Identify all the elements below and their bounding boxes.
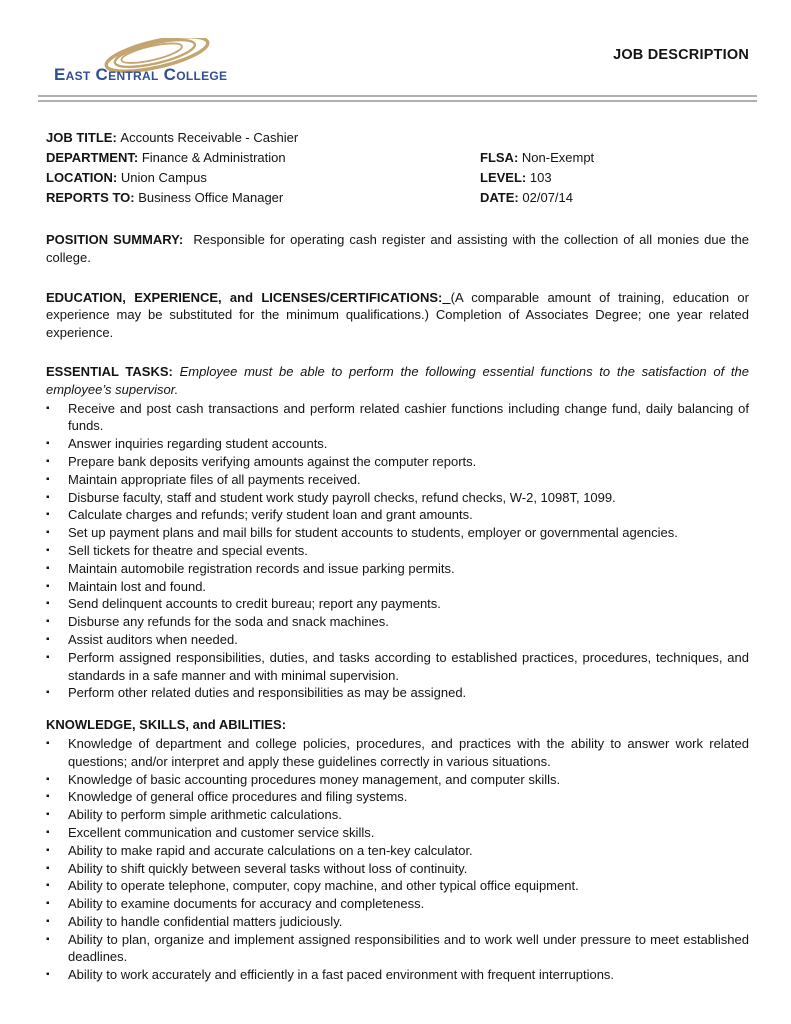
list-item [46, 453, 749, 471]
list-item-text: Knowledge of general office procedures and filing systems. [68, 789, 408, 805]
list-item-text: Send delinquent accounts to credit bureau; report any payments. [68, 596, 441, 612]
position-summary-heading: POSITION SUMMARY: [46, 232, 184, 247]
list-item-text: Sell tickets for theatre and special events. [68, 542, 308, 558]
square-bullet-icon: ▪ [46, 438, 50, 450]
essential-tasks-section [46, 363, 749, 702]
detail-row-flsa [480, 148, 749, 168]
list-item-text: Disburse faculty, staff and student work study payroll checks, refund checks, W-2, 1098T, 1099. [68, 489, 616, 505]
list-item [46, 824, 749, 842]
list-item [46, 684, 749, 702]
list-item [46, 842, 749, 860]
detail-value: Business Office Manager [138, 190, 284, 205]
list-item-text: Ability to handle confidential matters judiciously. [68, 913, 343, 929]
square-bullet-icon: ▪ [46, 809, 50, 821]
essential-tasks-intro [46, 363, 749, 399]
education-text: (A comparable amount of training, education or experience may be substituted for the minimum qualifications.) Completion of Associates Degree; one year related experience. [46, 289, 749, 341]
job-details [46, 128, 749, 208]
square-bullet-icon: ▪ [46, 737, 50, 749]
essential-tasks-heading: ESSENTIAL TASKS: [46, 363, 173, 379]
list-item-text: Calculate charges and refunds; verify student loan and grant amounts. [68, 507, 473, 523]
square-bullet-icon: ▪ [46, 791, 50, 803]
square-bullet-icon: ▪ [46, 544, 50, 556]
list-item [46, 931, 749, 967]
list-item-text: Disburse any refunds for the soda and snack machines. [68, 614, 389, 630]
list-item [46, 649, 749, 685]
list-item [46, 595, 749, 613]
detail-row-department [46, 148, 480, 168]
list-item [46, 560, 749, 578]
list-item [46, 913, 749, 931]
detail-label: LEVEL: [480, 170, 527, 185]
list-item [46, 788, 749, 806]
list-item-text: Ability to work accurately and efficiently in a fast paced environment with frequent interruptions. [68, 967, 615, 983]
list-item [46, 771, 749, 789]
list-item [46, 435, 749, 453]
list-item-text: Ability to operate telephone, computer, copy machine, and other typical office equipment. [68, 878, 579, 894]
list-item-text: Ability to shift quickly between several tasks without loss of continuity. [68, 860, 468, 876]
knowledge-list [46, 735, 749, 984]
list-item [46, 489, 749, 507]
list-item-text: Receive and post cash transactions and perform related cashier functions including change fund, daily balancing of funds. [68, 400, 749, 434]
list-item-text: Maintain automobile registration records and issue parking permits. [68, 560, 455, 576]
square-bullet-icon: ▪ [46, 491, 50, 503]
square-bullet-icon: ▪ [46, 455, 50, 467]
detail-label: REPORTS TO: [46, 190, 135, 205]
list-item-text: Answer inquiries regarding student accounts. [68, 436, 328, 452]
detail-value: 103 [529, 170, 552, 185]
position-summary-section [46, 231, 749, 267]
square-bullet-icon: ▪ [46, 826, 50, 838]
square-bullet-icon: ▪ [46, 687, 50, 699]
list-item [46, 860, 749, 878]
essential-tasks-intro-text: Employee must be able to perform the following essential functions to the satisfaction of the employee’s supervisor. [46, 363, 749, 397]
square-bullet-icon: ▪ [46, 844, 50, 856]
detail-row-job-title [46, 128, 480, 148]
detail-value: Finance & Administration [141, 150, 286, 165]
square-bullet-icon: ▪ [46, 862, 50, 874]
list-item [46, 471, 749, 489]
list-item-text: Knowledge of department and college policies, procedures, and practices with the ability to answer work related questions; and/or interpret and apply these guidelines correctly in various situations. [68, 735, 749, 769]
detail-label: JOB TITLE: [46, 130, 117, 145]
square-bullet-icon: ▪ [46, 773, 50, 785]
square-bullet-icon: ▪ [46, 580, 50, 592]
list-item [46, 542, 749, 560]
list-item [46, 613, 749, 631]
position-summary-text: Responsible for operating cash register and assisting with the collection of all monies due the college. [46, 232, 749, 265]
list-item [46, 524, 749, 542]
list-item-text: Maintain appropriate files of all payments received. [68, 471, 361, 487]
list-item [46, 631, 749, 649]
square-bullet-icon: ▪ [46, 562, 50, 574]
square-bullet-icon: ▪ [46, 969, 50, 981]
square-bullet-icon: ▪ [46, 598, 50, 610]
list-item [46, 578, 749, 596]
detail-value: 02/07/14 [522, 190, 573, 205]
detail-value: Union Campus [120, 170, 207, 185]
list-item [46, 806, 749, 824]
square-bullet-icon: ▪ [46, 915, 50, 927]
list-item-text: Prepare bank deposits verifying amounts against the computer reports. [68, 453, 477, 469]
list-item [46, 877, 749, 895]
list-item-text: Perform other related duties and responsibilities as may be assigned. [68, 685, 467, 701]
essential-tasks-list [46, 400, 749, 703]
square-bullet-icon: ▪ [46, 616, 50, 628]
list-item-text: Ability to plan, organize and implement assigned responsibilities and to work well under pressure to meet established deadlines. [68, 931, 749, 965]
list-item [46, 735, 749, 771]
knowledge-heading: KNOWLEDGE, SKILLS, and ABILITIES: [46, 717, 287, 733]
detail-label: FLSA: [480, 150, 519, 165]
square-bullet-icon: ▪ [46, 898, 50, 910]
detail-value: Non-Exempt [521, 150, 595, 165]
page-header [46, 38, 749, 86]
detail-row-location [46, 168, 480, 188]
square-bullet-icon: ▪ [46, 933, 50, 945]
detail-label: DEPARTMENT: [46, 150, 139, 165]
list-item [46, 895, 749, 913]
list-item-text: Maintain lost and found. [68, 578, 207, 594]
list-item-text: Assist auditors when needed. [68, 631, 238, 647]
job-details-right-column [480, 148, 749, 208]
square-bullet-icon: ▪ [46, 880, 50, 892]
square-bullet-icon: ▪ [46, 633, 50, 645]
list-item-text: Ability to make rapid and accurate calculations on a ten-key calculator. [68, 842, 473, 858]
college-logo-text: East Central College [54, 65, 228, 85]
list-item-text: Ability to examine documents for accuracy and completeness. [68, 896, 425, 912]
detail-row-level [480, 168, 749, 188]
list-item-text: Knowledge of basic accounting procedures money management, and computer skills. [68, 771, 561, 787]
header-divider [38, 95, 757, 102]
list-item-text: Excellent communication and customer service skills. [68, 824, 375, 840]
detail-value: Accounts Receivable - Cashier [120, 130, 299, 145]
list-item-text: Ability to perform simple arithmetic calculations. [68, 807, 342, 823]
page-title: JOB DESCRIPTION [613, 47, 749, 63]
detail-row-reports-to [46, 188, 480, 208]
square-bullet-icon: ▪ [46, 473, 50, 485]
list-item-text: Set up payment plans and mail bills for student accounts to students, employer or governmental agencies. [68, 525, 678, 541]
detail-label: LOCATION: [46, 170, 118, 185]
square-bullet-icon: ▪ [46, 527, 50, 539]
square-bullet-icon: ▪ [46, 509, 50, 521]
job-details-left-column [46, 128, 480, 208]
square-bullet-icon: ▪ [46, 651, 50, 663]
detail-label: DATE: [480, 190, 519, 205]
knowledge-section [46, 716, 749, 984]
list-item [46, 966, 749, 984]
square-bullet-icon: ▪ [46, 402, 50, 414]
detail-row-date [480, 188, 749, 208]
education-heading: EDUCATION, EXPERIENCE, and LICENSES/CERTIFICATIONS: [46, 289, 443, 305]
list-item [46, 506, 749, 524]
education-section [46, 289, 749, 342]
list-item [46, 400, 749, 436]
list-item-text: Perform assigned responsibilities, duties, and tasks according to established practices, procedures, techniques, and standards in a safe manner and with minimal supervision. [68, 649, 749, 683]
college-logo [54, 38, 254, 86]
